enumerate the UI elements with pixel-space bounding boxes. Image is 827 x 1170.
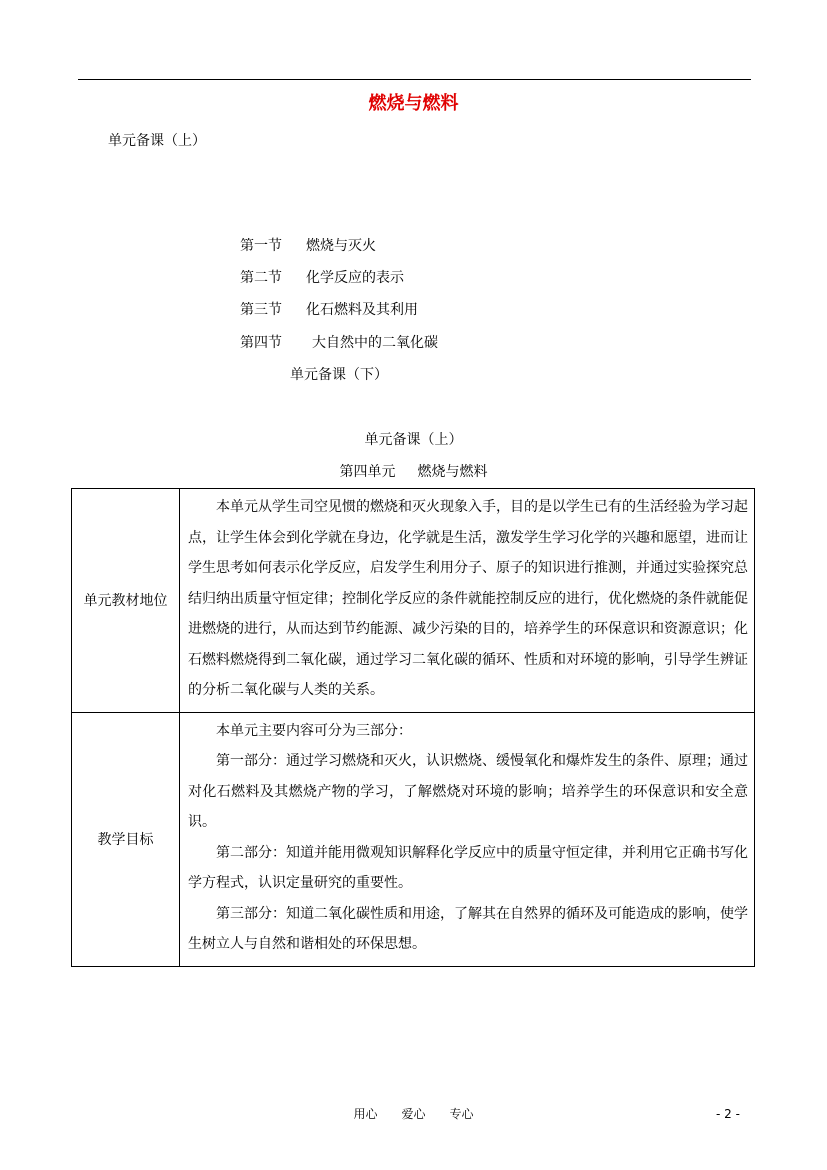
row-label: 单元教材地位 xyxy=(72,489,180,713)
footer-item: 专心 xyxy=(449,1107,474,1121)
footer-item: 用心 xyxy=(353,1107,378,1121)
toc-name: 大自然中的二氧化碳 xyxy=(312,335,438,351)
row-content xyxy=(180,489,755,713)
unit-label-top: 单元备课（上） xyxy=(108,133,206,149)
table-row xyxy=(72,489,755,713)
unit-name: 燃烧与燃料 xyxy=(417,464,488,480)
table-row xyxy=(72,712,755,966)
content-paragraph: 本单元从学生司空见惯的燃烧和灭火现象入手，目的是以学生已有的生活经验为学习起点，让学生体会到化学就在身边，化学就是生活，激发学生学习化学的兴趣和愿望，进而让学生思考如何表示化学反应，启发学生利用分子、原子的知识进行推测，并通过实验探究总结归纳出质量守恒定律；控制化学反应的条件就能控制反应的进行，优化燃烧的条件就能促进燃烧的进行，从而达到节约能源、减少污染的目的，培养学生的环保意识和资源意识；化石燃料燃烧得到二氧化碳，通过学习二氧化碳的循环、性质和对环境的影响，引导学生辨证的分析二氧化碳与人类的关系。 xyxy=(188,499,748,698)
page-number: - 2 - xyxy=(716,1107,740,1121)
lesson-plan-table xyxy=(71,488,755,967)
footer-item: 爱心 xyxy=(401,1107,426,1121)
toc-section: 第三节 xyxy=(240,302,282,318)
row-content xyxy=(180,712,755,966)
toc-section: 第四节 xyxy=(240,335,282,351)
toc-item xyxy=(240,332,438,352)
toc-item xyxy=(240,235,376,255)
toc-section: 第一节 xyxy=(240,238,282,254)
section-heading: 单元备课（上） xyxy=(364,432,463,448)
toc-item xyxy=(240,267,404,287)
toc-name: 化石燃料及其利用 xyxy=(306,302,418,318)
document-title: 燃烧与燃料 xyxy=(368,93,459,114)
toc-name: 燃烧与灭火 xyxy=(306,238,376,254)
content-paragraph: 第三部分：知道二氧化碳性质和用途，了解其在自然界的循环及可能造成的影响，使学生树立人与自然和谐相处的环保思想。 xyxy=(188,905,748,952)
unit-number: 第四单元 xyxy=(339,464,396,480)
page-footer xyxy=(0,1105,827,1122)
toc-name: 化学反应的表示 xyxy=(306,270,404,286)
unit-title xyxy=(0,461,827,481)
content-paragraph: 本单元主要内容可分为三部分： xyxy=(216,722,412,739)
row-label: 教学目标 xyxy=(72,712,180,966)
toc-footer: 单元备课（下） xyxy=(290,367,388,383)
toc-section: 第二节 xyxy=(240,270,282,286)
content-paragraph: 第二部分：知道并能用微观知识解释化学反应中的质量守恒定律，并利用它正确书写化学方程式，认识定量研究的重要性。 xyxy=(188,844,748,891)
header-rule xyxy=(78,79,751,80)
content-paragraph: 第一部分：通过学习燃烧和灭火，认识燃烧、缓慢氧化和爆炸发生的条件、原理；通过对化石燃料及其燃烧产物的学习，了解燃烧对环境的影响；培养学生的环保意识和安全意识。 xyxy=(188,753,748,830)
toc-item xyxy=(240,299,418,319)
